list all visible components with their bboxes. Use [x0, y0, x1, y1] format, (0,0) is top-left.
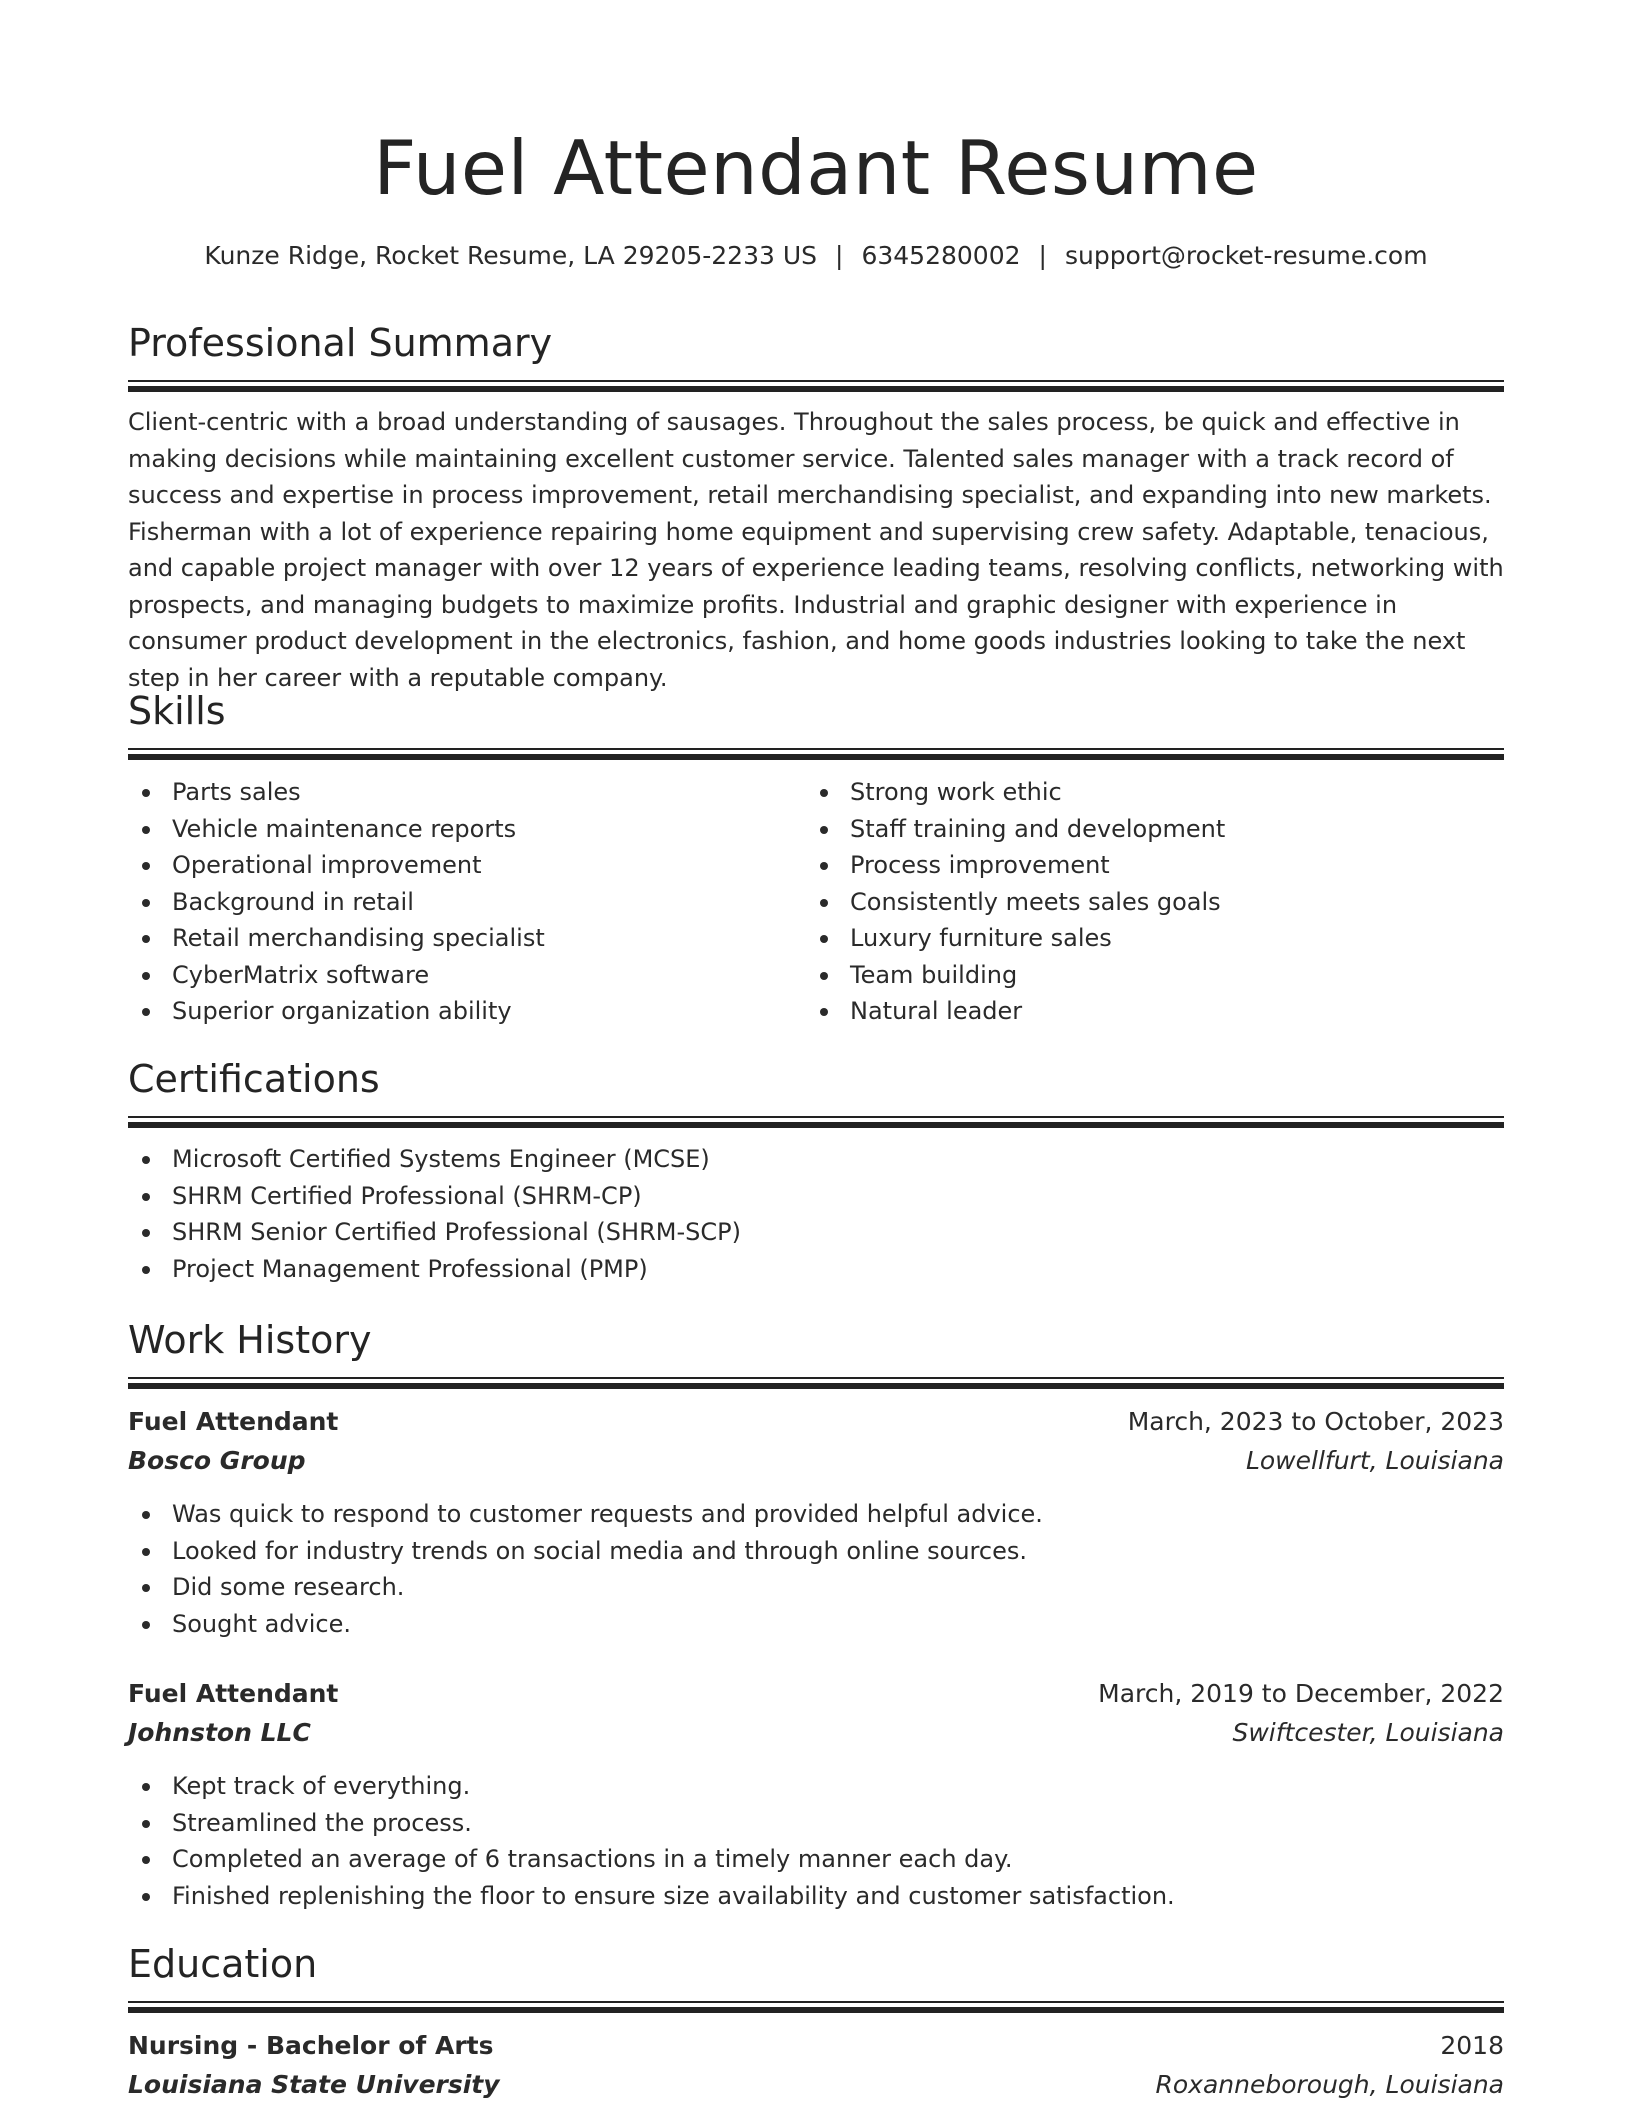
certifications-list	[128, 1141, 1504, 1287]
job-company-row	[128, 1715, 1504, 1755]
job-dates: March, 2019 to December, 2022	[1098, 1679, 1504, 1708]
skill-item: Staff training and development	[806, 811, 1466, 848]
job-bullet: Streamlined the process.	[128, 1805, 1504, 1842]
job-title: Fuel Attendant	[128, 1407, 339, 1436]
skill-item: Natural leader	[806, 993, 1466, 1030]
section-divider	[128, 1377, 1504, 1379]
skill-item: Superior organization ability	[128, 993, 788, 1030]
work-heading: Work History	[128, 1318, 372, 1362]
job-bullet: Completed an average of 6 transactions in a timely manner each day.	[128, 1841, 1504, 1878]
contact-email: support@rocket-resume.com	[1064, 241, 1428, 270]
contact-separator: |	[1038, 241, 1047, 270]
skills-section-header	[128, 686, 1504, 760]
section-divider	[128, 1383, 1504, 1389]
skill-item: Team building	[806, 957, 1466, 994]
education-degree: Nursing - Bachelor of Arts	[128, 2031, 494, 2060]
skill-item: Strong work ethic	[806, 774, 1466, 811]
skill-item: Retail merchandising specialist	[128, 920, 788, 957]
skill-item: Background in retail	[128, 884, 788, 921]
job-location: Swiftcester, Louisiana	[1232, 1718, 1504, 1747]
skills-left-column	[128, 774, 788, 1030]
summary-text: Client-centric with a broad understanding of sausages. Throughout the sales process, be quick and effective in making decisions while maintaining excellent customer service. Talented sales manager with a track record of success and expertise in process improvement, retail merchandising specialist, and expanding into new markets. Fisherman with a lot of experience repairing home equipment and supervising crew safety. Adaptable, tenacious, and capable project manager with over 12 years of experience leading teams, resolving conflicts, networking with prospects, and managing budgets to maximize profits. Industrial and graphic designer with experience in consumer product development in the electronics, fashion, and home goods industries looking to take the next step in her career with a reputable company.	[128, 408, 1504, 692]
certifications-heading: Certifications	[128, 1057, 380, 1101]
certification-item: SHRM Certified Professional (SHRM-CP)	[128, 1178, 1504, 1215]
job-company-row	[128, 1443, 1504, 1483]
certification-item: Project Management Professional (PMP)	[128, 1251, 1504, 1288]
education-school-row	[128, 2067, 1504, 2107]
section-divider	[128, 1116, 1504, 1118]
skill-item: Vehicle maintenance reports	[128, 811, 788, 848]
section-divider	[128, 2007, 1504, 2013]
section-divider	[128, 748, 1504, 750]
certifications-section-header	[128, 1054, 1504, 1128]
skill-item: Operational improvement	[128, 847, 788, 884]
contact-separator: |	[835, 241, 844, 270]
skills-list-right	[806, 774, 1466, 1030]
job-duties	[128, 1768, 1504, 1914]
work-section-header	[128, 1315, 1504, 1389]
job-bullet: Kept track of everything.	[128, 1768, 1504, 1805]
section-divider	[128, 754, 1504, 760]
contact-address: Kunze Ridge, Rocket Resume, LA 29205-2233 US	[204, 241, 818, 270]
summary-section-header	[128, 318, 1504, 392]
job-bullet: Finished replenishing the floor to ensure size availability and customer satisfaction.	[128, 1878, 1504, 1915]
job-bullet: Did some research.	[128, 1569, 1504, 1606]
skill-item: Consistently meets sales goals	[806, 884, 1466, 921]
skills-right-column	[806, 774, 1466, 1030]
education-heading: Education	[128, 1942, 318, 1986]
job-bullet: Looked for industry trends on social media and through online sources.	[128, 1533, 1504, 1570]
job-company: Johnston LLC	[128, 1718, 311, 1747]
job-dates: March, 2023 to October, 2023	[1127, 1407, 1504, 1436]
section-divider	[128, 380, 1504, 382]
resume-title: Fuel Attendant Resume	[373, 124, 1259, 212]
job-bullet: Sought advice.	[128, 1606, 1504, 1643]
job-company: Bosco Group	[128, 1446, 306, 1475]
education-header-row	[128, 2028, 1504, 2068]
education-school: Louisiana State University	[128, 2070, 500, 2099]
skill-item: CyberMatrix software	[128, 957, 788, 994]
job-bullet: Was quick to respond to customer requests and provided helpful advice.	[128, 1496, 1504, 1533]
education-location: Roxanneborough, Louisiana	[1155, 2070, 1504, 2099]
job-location: Lowellfurt, Louisiana	[1245, 1446, 1504, 1475]
job-header-row	[128, 1404, 1504, 1444]
summary-heading: Professional Summary	[128, 321, 553, 365]
skill-item: Process improvement	[806, 847, 1466, 884]
job-bullets	[128, 1496, 1504, 1642]
contact-line	[128, 238, 1504, 274]
certification-item: SHRM Senior Certified Professional (SHRM-SCP)	[128, 1214, 1504, 1251]
skill-item: Parts sales	[128, 774, 788, 811]
job-title: Fuel Attendant	[128, 1679, 339, 1708]
certifications-block	[128, 1141, 1504, 1287]
education-year: 2018	[1440, 2031, 1504, 2060]
education-section-header	[128, 1939, 1504, 2013]
skills-list-left	[128, 774, 788, 1030]
job-header-row	[128, 1676, 1504, 1716]
section-divider	[128, 386, 1504, 392]
contact-phone: 6345280002	[861, 241, 1021, 270]
certification-item: Microsoft Certified Systems Engineer (MCSE)	[128, 1141, 1504, 1178]
job-duties	[128, 1496, 1504, 1642]
job-bullets	[128, 1768, 1504, 1914]
section-divider	[128, 2001, 1504, 2003]
skill-item: Luxury furniture sales	[806, 920, 1466, 957]
skills-heading: Skills	[128, 689, 226, 733]
section-divider	[128, 1122, 1504, 1128]
